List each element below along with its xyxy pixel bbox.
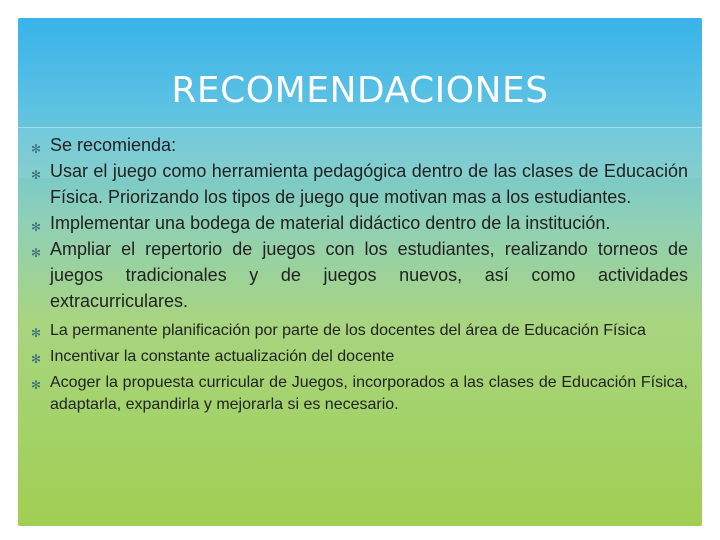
asterisk-bullet-icon: ✻ xyxy=(30,326,42,340)
asterisk-bullet-icon: ✻ xyxy=(30,168,42,182)
list-item xyxy=(28,158,688,210)
slide-title: RECOMENDACIONES xyxy=(171,70,549,111)
bullet-text: Ampliar el repertorio de juegos con los estudiantes, realizando torneos de juegos tradicionales y de juegos nuevos, así como actividades extracurriculares. xyxy=(50,239,688,311)
bullet-list xyxy=(28,132,688,416)
bullet-text: Usar el juego como herramienta pedagógica dentro de las clases de Educación Física. Priorizando los tipos de juego que motivan mas a los estudiantes. xyxy=(50,161,688,207)
asterisk-bullet-icon: ✻ xyxy=(30,142,42,156)
list-item xyxy=(28,236,688,314)
asterisk-bullet-icon: ✻ xyxy=(30,378,42,392)
bullet-text: La permanente planificación por parte de los docentes del área de Educación Física xyxy=(50,322,646,339)
bullet-text: Implementar una bodega de material didáctico dentro de la institución. xyxy=(50,213,611,233)
list-item xyxy=(28,372,688,416)
asterisk-bullet-icon: ✻ xyxy=(30,220,42,234)
list-item xyxy=(28,346,688,368)
bullet-text: Incentivar la constante actualización del docente xyxy=(50,348,395,365)
list-item xyxy=(28,320,688,342)
bullet-text: Acoger la propuesta curricular de Juegos, incorporados a las clases de Educación Física, adaptarla, expandirla y mejorarla si es necesario. xyxy=(50,374,688,413)
asterisk-bullet-icon: ✻ xyxy=(30,352,42,366)
asterisk-bullet-icon: ✻ xyxy=(30,246,42,260)
list-item xyxy=(28,132,688,158)
bullet-text: Se recomienda: xyxy=(50,135,177,155)
list-item xyxy=(28,210,688,236)
